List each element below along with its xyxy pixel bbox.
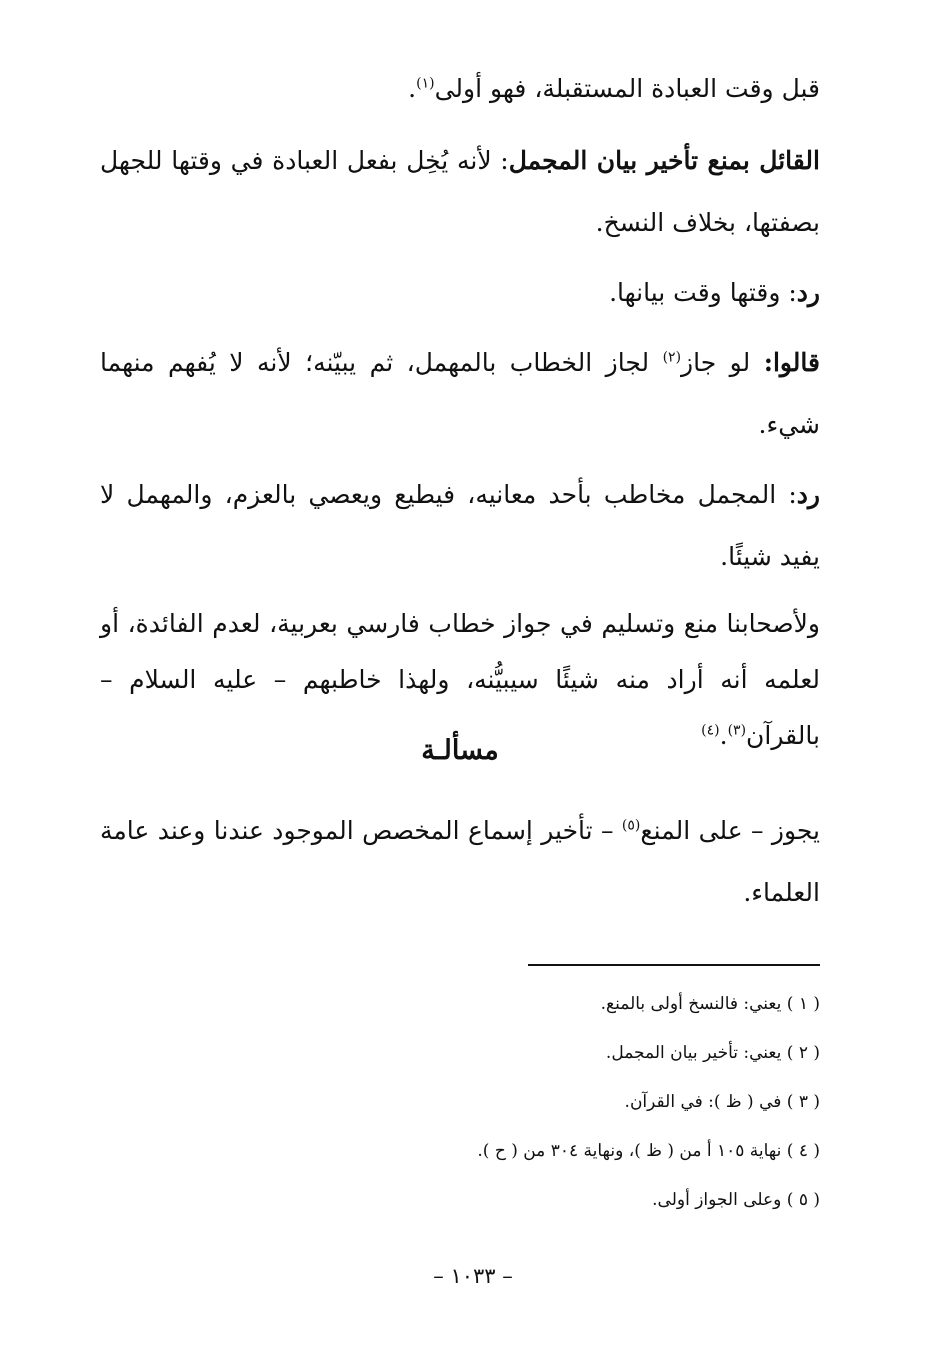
paragraph-5-text: : المجمل مخاطب بأحد معانيه، فيطيع ويعصي بالعزم، والمهمل لا يفيد شيئًا.	[100, 480, 820, 571]
paragraph-4-text-a: لو جاز	[681, 348, 764, 377]
footnote-3: ( ٣ ) في ( ظ ): في القرآن.	[624, 1092, 820, 1112]
paragraph-2-lead: القائل بمنع تأخير بيان المجمل	[508, 146, 820, 175]
footnote-4: ( ٤ ) نهاية ١٠٥ أ من ( ظ )، ونهاية ٣٠٤ من ( ح ).	[477, 1141, 820, 1161]
footnote-ref-2: (٢)	[662, 349, 682, 366]
paragraph-6-text: ولأصحابنا منع وتسليم في جواز خطاب فارسي بعربية، لعدم الفائدة، أو لعلمه أنه أراد منه شيئًا سيبيُّنه، ولهذا خاطبهم – عليه السلام – بالقرآن	[100, 609, 820, 750]
paragraph-5	[100, 464, 820, 588]
footnote-2: ( ٢ ) يعني: تأخير بيان المجمل.	[605, 1043, 820, 1063]
paragraph-4	[100, 332, 820, 456]
paragraph-1-end: .	[408, 74, 417, 103]
footnote-ref-4: (٤)	[701, 722, 720, 739]
paragraph-7-text-b: – تأخير إسماع المخصص الموجود عندنا وعند عامة العلماء.	[100, 816, 820, 907]
second-text	[100, 800, 820, 924]
paragraph-4-text-b: لجاز الخطاب بالمهمل، ثم يبيّنه؛ لأنه لا يُفهم منهما شيء.	[100, 348, 820, 439]
paragraph-1	[100, 58, 820, 120]
paragraph-3	[100, 262, 820, 324]
footnote-ref-3: (٣)	[727, 722, 747, 739]
page-number: – ١٠٣٣ –	[433, 1264, 513, 1288]
footnote-1: ( ١ ) يعني: فالنسخ أولى بالمنع.	[600, 994, 820, 1014]
footnote-5: ( ٥ ) وعلى الجواز أولى.	[652, 1190, 820, 1210]
footnote-separator	[528, 964, 820, 966]
paragraph-3-lead: رد	[796, 278, 820, 307]
paragraph-2	[100, 130, 820, 254]
paragraph-5-lead: رد	[796, 480, 820, 509]
paragraph-7-text-a: يجوز – على المنع	[640, 816, 821, 845]
paragraph-6-mid: .	[719, 721, 728, 750]
main-text	[100, 58, 820, 764]
paragraph-2-text: : لأنه يُخِل بفعل العبادة في وقتها للجهل بصفتها، بخلاف النسخ.	[100, 146, 820, 237]
footnote-ref-5: (٥)	[621, 817, 641, 834]
footnote-ref-1: (١)	[416, 75, 435, 92]
paragraph-4-lead: قالوا:	[763, 348, 820, 377]
paragraph-1-text: قبل وقت العبادة المستقبلة، فهو أولى	[434, 74, 820, 103]
paragraph-7	[100, 800, 820, 924]
footnotes	[380, 980, 820, 1225]
section-heading: مسألـة	[421, 735, 499, 766]
paragraph-3-text: : وقتها وقت بيانها.	[609, 278, 797, 307]
